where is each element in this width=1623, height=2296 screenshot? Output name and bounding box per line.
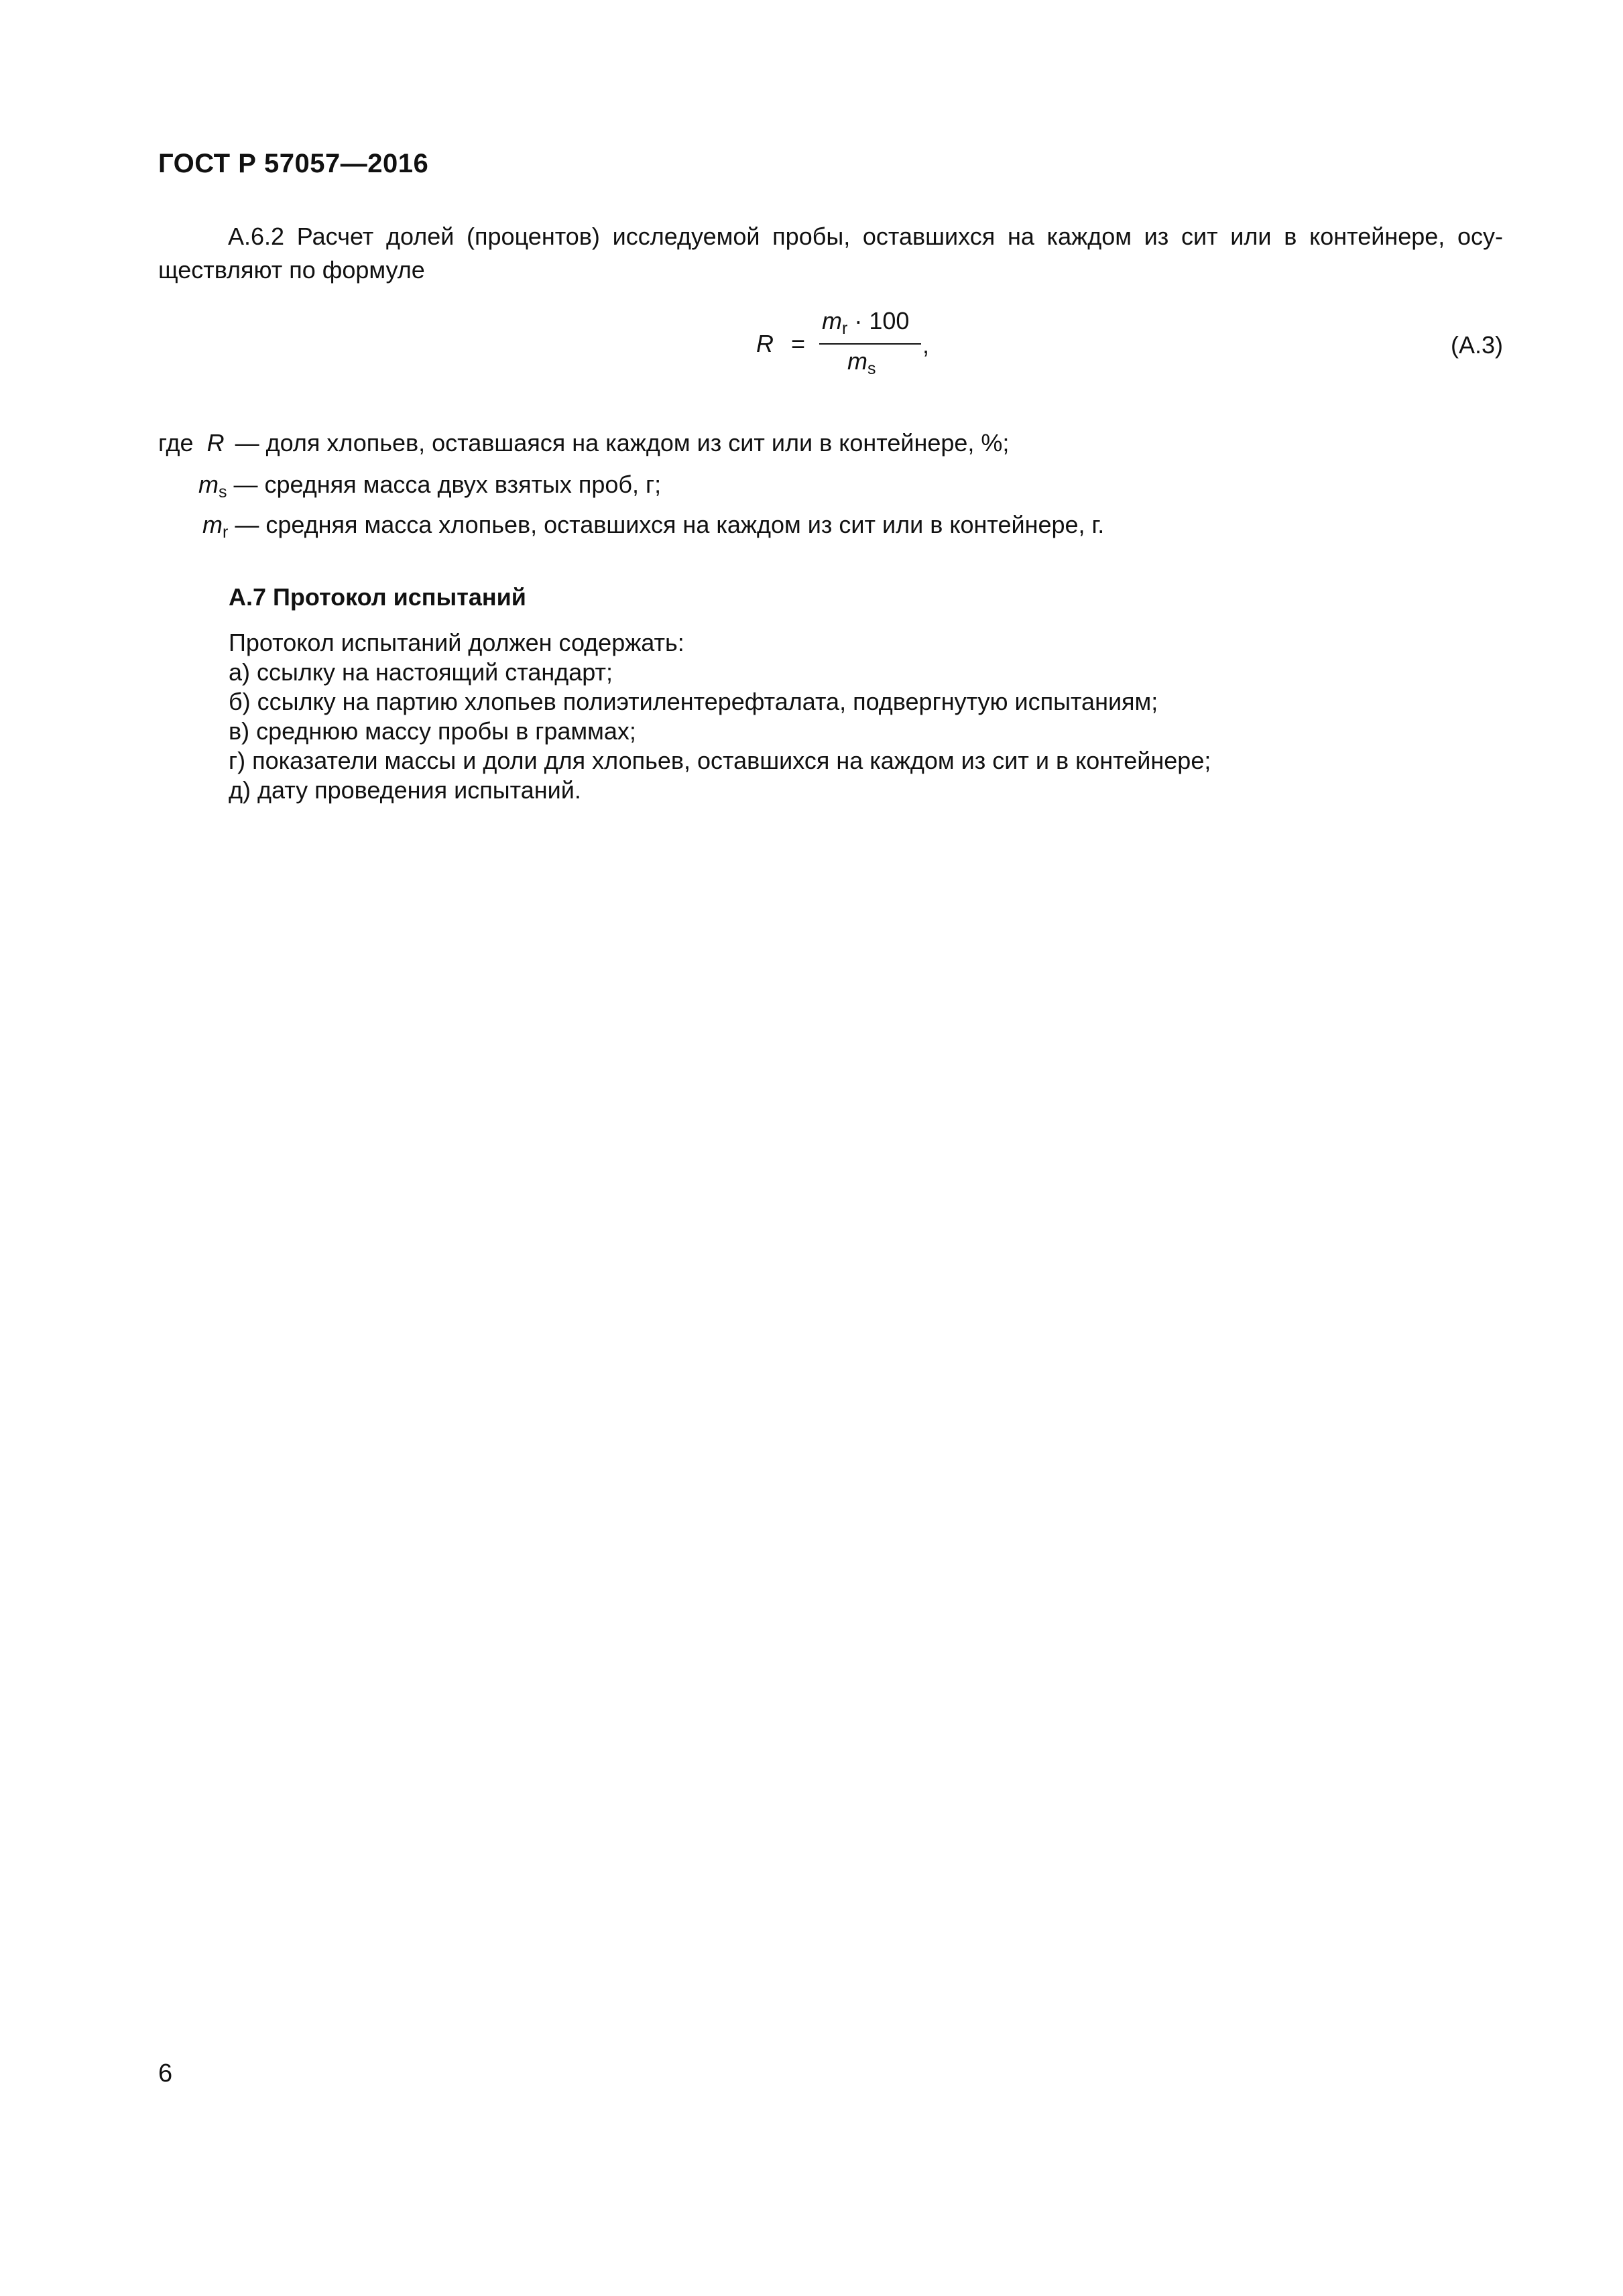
where-r-text: — доля хлопьев, оставшаяся на каждом из сит или в контейнере, %;	[235, 429, 1010, 457]
list-item: а) ссылку на настоящий стандарт;	[229, 658, 613, 686]
list-item: в) среднюю массу пробы в граммах;	[229, 717, 636, 745]
where-mr-text: — средняя масса хлопьев, оставшихся на каждом из сит или в контейнере, г.	[235, 511, 1105, 538]
denominator-var: m	[847, 347, 867, 375]
where-ms-text: — средняя масса двух взятых проб, г;	[233, 471, 662, 498]
where-line-ms	[198, 471, 661, 502]
page-number: 6	[158, 2059, 173, 2088]
numerator-sub: r	[842, 319, 848, 338]
section-intro: Протокол испытаний должен содержать:	[229, 629, 684, 656]
denominator-sub: s	[867, 359, 876, 378]
numerator-rest: · 100	[847, 307, 910, 335]
numerator-var: m	[822, 307, 842, 335]
list-item: г) показатели массы и доли для хлопьев, оставшихся на каждом из сит и в контейнере;	[229, 747, 1211, 774]
formula-equals: =	[791, 330, 806, 357]
fraction-line	[819, 343, 921, 345]
list-item: д) дату проведения испытаний.	[229, 776, 581, 804]
section-title: А.7 Протокол испытаний	[229, 583, 526, 611]
where-mr-sub: r	[223, 523, 229, 542]
where-ms-var: m	[198, 471, 219, 498]
formula-lhs	[756, 330, 805, 358]
where-r-var: R	[206, 429, 225, 457]
paragraph-line-2: ществляют по формуле	[158, 256, 425, 284]
formula-numerator	[822, 307, 909, 339]
formula-lhs-var: R	[756, 330, 774, 357]
formula-comma: ,	[922, 331, 930, 359]
list-item: б) ссылку на партию хлопьев полиэтилентерефталата, подвергнутую испытаниям;	[229, 688, 1158, 715]
equation-number: (А.3)	[1450, 331, 1503, 359]
where-ms-sub: s	[219, 483, 227, 501]
document-header: ГОСТ Р 57057—2016	[158, 149, 429, 178]
where-line-mr	[202, 511, 1104, 542]
formula-denominator	[847, 347, 876, 379]
where-prefix: где	[158, 429, 194, 457]
paragraph-a62	[158, 220, 1503, 287]
where-line-r	[158, 429, 1009, 457]
paragraph-line-1: А.6.2 Расчет долей (процентов) исследуемой пробы, оставшихся на каждом из сит или в контейнере, осу-	[228, 223, 1503, 250]
where-mr-var: m	[202, 511, 223, 538]
